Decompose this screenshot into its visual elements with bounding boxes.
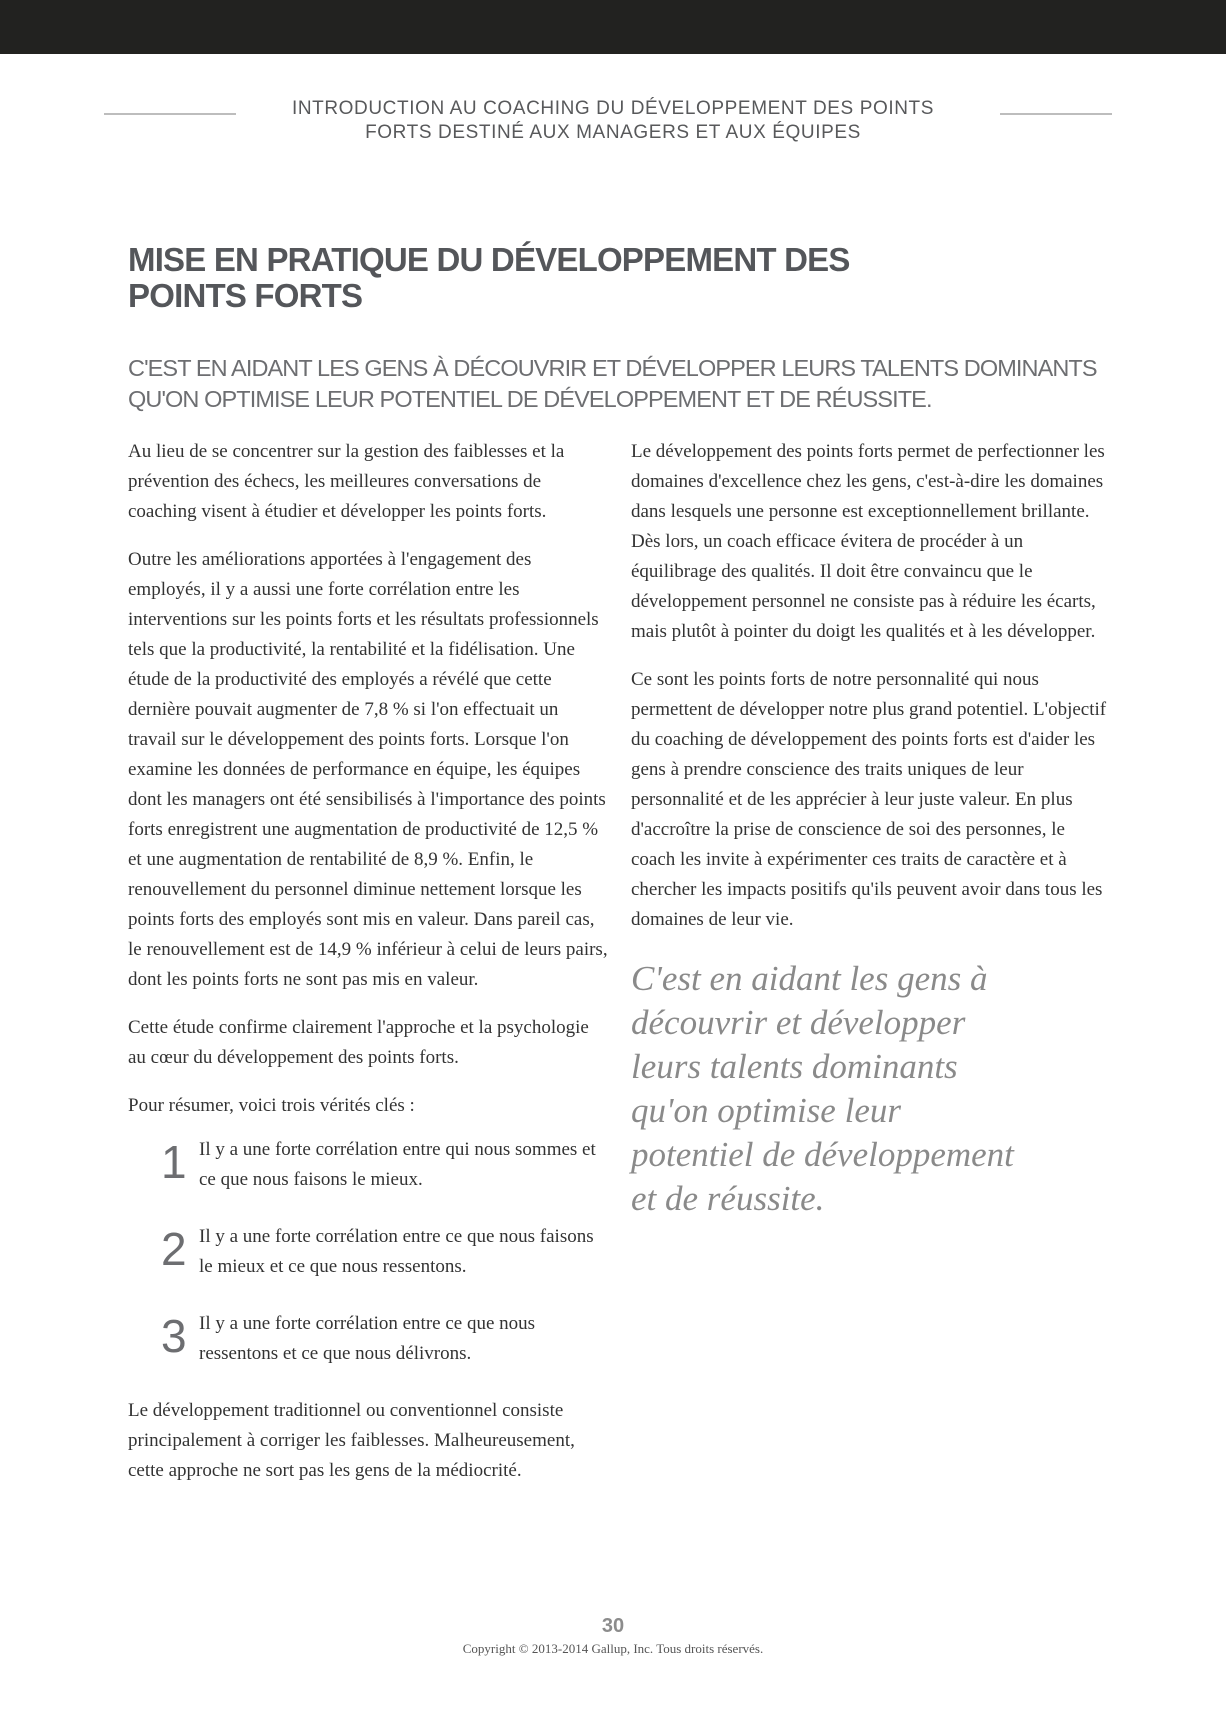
right-column [631,437,1111,1221]
running-head-text [250,97,976,145]
running-head-line-2: FORTS DESTINÉ AUX MANAGERS ET AUX ÉQUIPES [365,122,861,143]
truths-intro: Pour résumer, voici trois vérités clés : [128,1095,415,1116]
paragraph: Le développement des points forts permet de perfectionner les domaines d'excellence chez les gens, c'est-à-dire les domaines dans lesquels une personne est exceptionnellement brillante. Dès lors, un coach efficace évitera de procéder à un équilibrage des qualités. Il doit être convaincu que le développement personnel ne consiste pas à réduire les écarts, mais plutôt à pointer du doigt les qualités et à les développer. [631,441,1105,642]
running-head-line-1: INTRODUCTION AU COACHING DU DÉVELOPPEMENT DES POINTS [291,98,935,119]
running-head-rule-left [104,113,236,115]
list-item [128,1222,608,1282]
paragraph: Cette étude confirme clairement l'approche et la psychologie au cœur du développement des points forts. [128,1017,589,1068]
list-item [128,1309,608,1369]
page-title [128,242,1028,314]
page-title-line-2: POINTS FORTS [128,277,363,314]
key-truths-list [128,1135,608,1369]
list-number: 1 [161,1136,187,1188]
pull-quote: C'est en aidant les gens à découvrir et développer leurs talents dominants qu'on optimise leur potentiel de développement et de réussite. [631,959,1014,1218]
list-item-text: Il y a une forte corrélation entre ce que nous ressentons et ce que nous délivrons. [199,1313,536,1364]
copyright: Copyright © 2013-2014 Gallup, Inc. Tous droits réservés. [462,1641,764,1656]
page-title-line-1: MISE EN PRATIQUE DU DÉVELOPPEMENT DES [128,241,850,278]
list-item [128,1135,608,1195]
left-column [128,437,608,1504]
running-head-rule-right [1000,113,1112,115]
list-number: 2 [161,1223,187,1275]
paragraph: Outre les améliorations apportées à l'engagement des employés, il y a aussi une forte corrélation entre les interventions sur les points forts et les résultats professionnels tels que la productivité, la rentabilité et la fidélisation. Une étude de la productivité des employés a révélé que cette dernière pouvait augmenter de 7,8 % si l'on effectuait un travail sur le développement des points forts. Lorsque l'on examine les données de performance en équipe, les équipes dont les managers ont été sensibilisés à l'importance des points forts enregistrent une augmentation de productivité de 12,5 % et une augmentation de rentabilité de 8,9 %. Enfin, le renouvellement du personnel diminue nettement lorsque les points forts des employés sont mis en valeur. Dans pareil cas, le renouvellement est de 14,9 % inférieur à celui de leurs pairs, dont les points forts ne sont pas mis en valeur. [128,549,608,990]
top-bar [0,0,1226,54]
page-subtitle [128,353,1128,415]
list-number: 3 [161,1310,187,1362]
list-item-text: Il y a une forte corrélation entre ce que nous faisons le mieux et ce que nous ressentons. [199,1226,594,1277]
page-number: 30 [601,1615,625,1637]
list-item-text: Il y a une forte corrélation entre qui nous sommes et ce que nous faisons le mieux. [199,1139,596,1190]
paragraph: Ce sont les points forts de notre personnalité qui nous permettent de développer notre plus grand potentiel. L'objectif du coaching de développement des points forts est d'aider les gens à prendre conscience des traits uniques de leur personnalité et de les apprécier à leur juste valeur. En plus d'accroître la prise de conscience de soi des personnes, le coach les invite à expérimenter ces traits de caractère et à chercher les impacts positifs qu'ils peuvent avoir dans tous les domaines de leur vie. [631,669,1107,930]
paragraph: Au lieu de se concentrer sur la gestion des faiblesses et la prévention des échecs, les meilleures conversations de coaching visent à étudier et développer les points forts. [128,441,565,522]
page-subtitle-line-2: QU'ON OPTIMISE LEUR POTENTIEL DE DÉVELOPPEMENT ET DE RÉUSSITE. [128,386,932,412]
paragraph: Le développement traditionnel ou conventionnel consiste principalement à corriger les faiblesses. Malheureusement, cette approche ne sort pas les gens de la médiocrité. [128,1400,575,1481]
page-subtitle-line-1: C'EST EN AIDANT LES GENS À DÉCOUVRIR ET DÉVELOPPER LEURS TALENTS DOMINANTS [128,355,1097,381]
